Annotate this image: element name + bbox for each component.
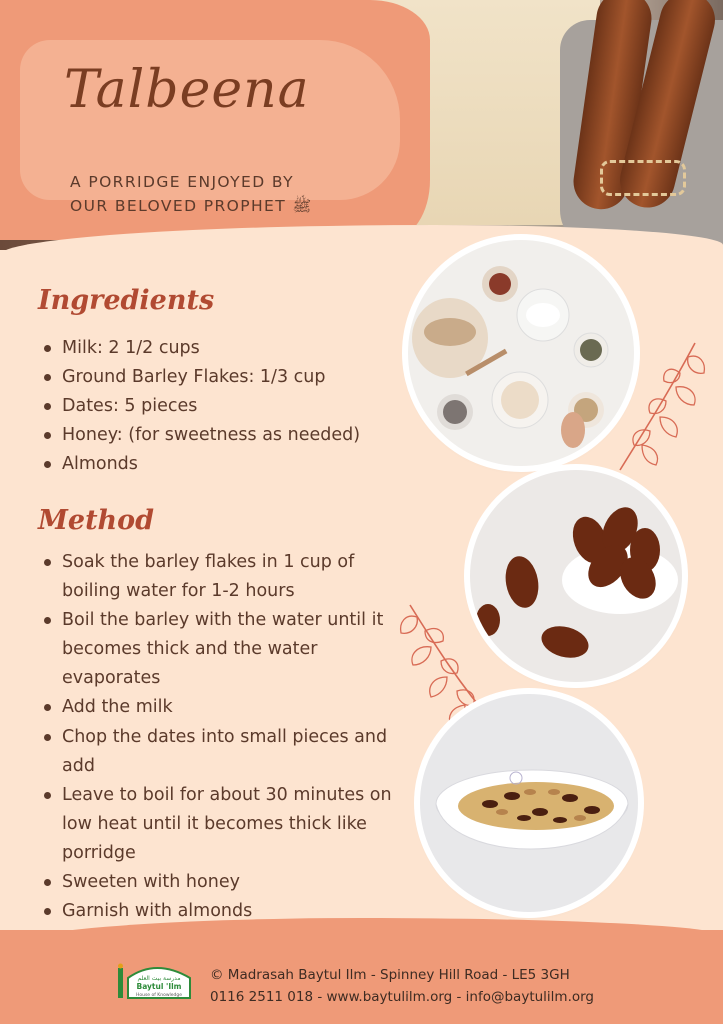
twine-image <box>600 160 686 196</box>
method-step: Add the milk <box>38 693 408 722</box>
logo-name: Baytul 'Ilm <box>136 982 182 991</box>
baytul-ilm-logo <box>118 962 198 1002</box>
logo-tagline: House of Knowledge <box>135 993 183 998</box>
method-step: Boil the barley with the water until it becomes thick and the water evaporates <box>38 606 408 693</box>
method-list <box>38 548 408 926</box>
ingredient-item: Milk: 2 1/2 cups <box>38 334 408 363</box>
subtitle-line: OUR BELOVED PROPHET ﷺ <box>70 197 312 215</box>
footer-contact <box>210 964 630 1008</box>
method-step: Chop the dates into small pieces and add <box>38 723 408 781</box>
ingredients-heading: Ingredients <box>38 285 215 316</box>
footer-contact-details: 0116 2511 018 - www.baytulilm.org - info@baytulilm.org <box>210 989 594 1005</box>
footer-address: © Madrasah Baytul Ilm - Spinney Hill Road - LE5 3GH <box>210 967 570 983</box>
page-title: Talbeena <box>64 60 310 120</box>
method-heading: Method <box>38 505 155 536</box>
page-subtitle <box>70 170 360 218</box>
dates-photo <box>470 470 682 682</box>
method-step: Leave to boil for about 30 minutes on low heat until it becomes thick like porridge <box>38 781 408 868</box>
ingredient-item: Almonds <box>38 450 408 479</box>
method-step: Garnish with almonds <box>38 897 408 926</box>
method-step: Soak the barley flakes in 1 cup of boiling water for 1-2 hours <box>38 548 408 606</box>
ingredients-list <box>38 334 408 479</box>
porridge-photo <box>420 694 638 912</box>
subtitle-line: A PORRIDGE ENJOYED BY <box>70 173 294 191</box>
logo-arabic: مدرسة بيت العلم <box>137 975 181 982</box>
ingredient-item: Ground Barley Flakes: 1/3 cup <box>38 363 408 392</box>
method-step: Sweeten with honey <box>38 868 408 897</box>
ingredients-photo <box>408 240 634 466</box>
ingredient-item: Dates: 5 pieces <box>38 392 408 421</box>
ingredient-item: Honey: (for sweetness as needed) <box>38 421 408 450</box>
